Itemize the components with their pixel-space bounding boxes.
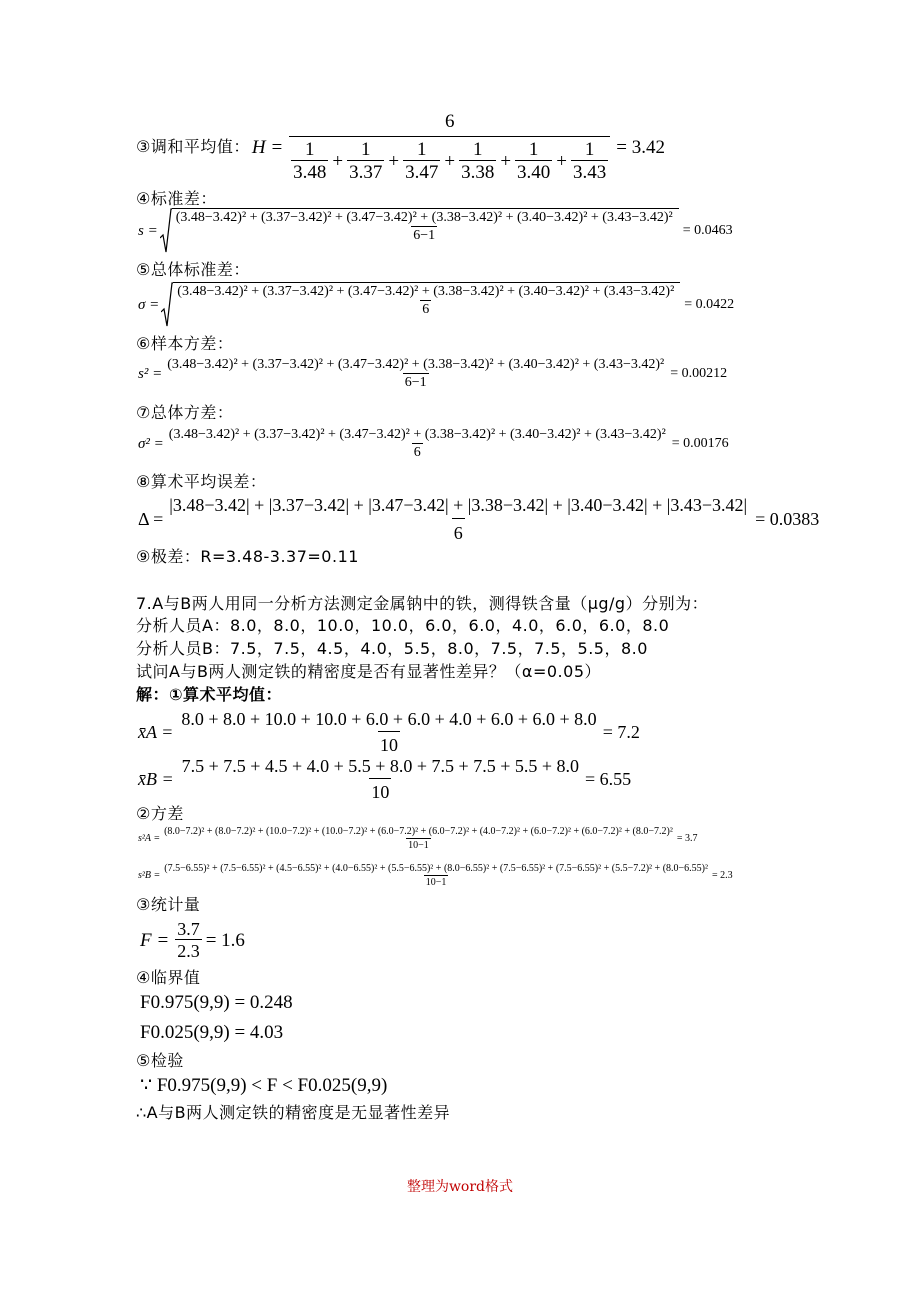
mean-err-denominator: 6	[452, 518, 465, 542]
var-b-formula	[138, 864, 733, 888]
range-line: ⑨极差：R=3.48-3.37=0.11	[136, 547, 359, 566]
reciprocal-numerator: 1	[584, 139, 595, 160]
harmonic-lhs: H =	[251, 136, 284, 158]
problem-title: 7.A与B两人用同一分析方法测定金属钠中的铁，测得铁含量（μg/g）分别为：	[136, 594, 709, 613]
mean-err-numerator: |3.48−3.42| + |3.37−3.42| + |3.47−3.42| + |3.38−3.42| + |3.40−3.42| + |3.43−3.42|	[169, 495, 748, 515]
mean-a-denominator: 10	[378, 731, 400, 754]
reciprocal-denominator: 3.48	[293, 162, 327, 183]
mean-err-formula	[138, 496, 819, 542]
plus-sign: +	[332, 150, 344, 172]
stat-label: ③统计量	[136, 895, 201, 914]
analyst-b-data: 分析人员B：7.5，7.5，4.5，4.0，5.5，8.0，7.5，7.5，5.5，8.0	[136, 639, 648, 658]
mean-a-result: = 7.2	[602, 722, 640, 742]
reciprocal-term	[459, 140, 496, 182]
pop-var-result: = 0.00176	[671, 436, 729, 451]
mean-b-numerator: 7.5 + 7.5 + 4.5 + 4.0 + 5.5 + 8.0 + 7.5 + 7.5 + 5.5 + 8.0	[181, 756, 580, 776]
f-stat-denominator: 2.3	[177, 941, 200, 961]
var-b-result: = 2.3	[712, 870, 733, 881]
mean-b-result: = 6.55	[585, 769, 632, 789]
var-b-lhs: s²B =	[138, 870, 161, 881]
plus-sign: +	[556, 150, 567, 172]
reciprocal-term	[347, 140, 384, 182]
conclusion-line: ∴A与B两人测定铁的精密度是无显著性差异	[136, 1103, 451, 1122]
reciprocal-numerator: 1	[528, 139, 539, 160]
harmonic-numerator: 6	[444, 111, 455, 132]
pop-std-sqrt	[161, 282, 680, 328]
f-stat-lhs: F =	[140, 929, 170, 951]
reciprocal-numerator: 1	[416, 139, 427, 160]
sample-var-formula	[138, 358, 727, 390]
var-a-lhs: s²A =	[138, 833, 161, 844]
solution-line: 解：①算术平均值：	[136, 685, 283, 704]
reciprocal-denominator: 3.37	[349, 162, 383, 183]
var-b-denominator: 10−1	[425, 877, 447, 888]
reciprocal-numerator: 1	[472, 139, 483, 160]
reciprocal-term	[515, 140, 552, 182]
pop-var-denominator: 6	[413, 445, 421, 460]
mean-err-result: = 0.0383	[755, 509, 820, 529]
radical-icon	[160, 208, 172, 254]
f-stat-numerator: 3.7	[177, 919, 200, 939]
std-label: ④标准差：	[136, 189, 217, 208]
var-a-result: = 3.7	[676, 833, 698, 844]
crit-label: ④临界值	[136, 968, 201, 987]
sample-var-denominator: 6−1	[404, 375, 427, 390]
analyst-a-data: 分析人员A：8.0，8.0，10.0，10.0，6.0，6.0，4.0，6.0，6.0，8.0	[136, 616, 670, 635]
mean-a-numerator: 8.0 + 8.0 + 10.0 + 10.0 + 6.0 + 6.0 + 4.0 + 6.0 + 6.0 + 8.0	[181, 709, 597, 729]
crit-upper: F0.025(9,9) = 4.03	[140, 1022, 284, 1043]
harmonic-mean-formula	[136, 112, 665, 182]
reciprocal-term	[403, 140, 440, 182]
std-result: = 0.0463	[682, 223, 733, 238]
pop-var-formula	[138, 428, 729, 460]
f-stat-formula	[140, 920, 245, 960]
reciprocal-term	[571, 140, 608, 182]
harmonic-denominator	[289, 136, 610, 182]
mean-b-denominator: 10	[369, 778, 391, 801]
pop-std-lhs: σ =	[138, 296, 160, 313]
pop-var-lhs: σ² =	[138, 435, 164, 452]
plus-sign: +	[500, 150, 512, 172]
sample-var-result: = 0.00212	[670, 366, 728, 381]
pop-var-label: ⑦总体方差：	[136, 403, 234, 422]
mean-a-lhs: x̄A =	[138, 722, 174, 742]
std-numerator: (3.48−3.42)² + (3.37−3.42)² + (3.47−3.42)² + (3.38−3.42)² + (3.40−3.42)² + (3.43−3.42)²	[175, 210, 673, 225]
std-formula	[138, 208, 733, 254]
pop-std-denominator: 6	[422, 302, 430, 317]
plus-sign: +	[388, 150, 400, 172]
reciprocal-numerator: 1	[361, 139, 371, 160]
std-denominator: 6−1	[413, 228, 436, 243]
var-a-denominator: 10−1	[408, 840, 429, 851]
mean-err-label: ⑧算术平均误差：	[136, 472, 267, 491]
reciprocal-denominator: 3.47	[405, 162, 439, 183]
std-sqrt	[160, 208, 679, 254]
var-b-numerator: (7.5−6.55)² + (7.5−6.55)² + (4.5−6.55)² + (4.0−6.55)² + (5.5−6.55)² + (8.0−6.55)² + (7.5−6.55)² + (7.5−6.55)² + (5.5−7.2)² + (8.0−6.55)²	[164, 863, 708, 874]
pop-std-formula	[138, 282, 734, 328]
mean-b-formula	[138, 757, 631, 801]
sample-var-lhs: s² =	[138, 365, 163, 382]
variance-label: ②方差	[136, 804, 184, 823]
harmonic-result: = 3.42	[616, 136, 665, 158]
footer-note: 整理为word格式	[406, 1179, 514, 1195]
sample-var-label: ⑥样本方差：	[136, 334, 234, 353]
reciprocal-denominator: 3.43	[573, 162, 607, 183]
test-line: ∵ F0.975(9,9) < F < F0.025(9,9)	[140, 1075, 388, 1096]
pop-std-numerator: (3.48−3.42)² + (3.37−3.42)² + (3.47−3.42)² + (3.38−3.42)² + (3.40−3.42)² + (3.43−3.42)²	[177, 284, 675, 299]
reciprocal-denominator: 3.40	[517, 162, 551, 183]
harmonic-label: ③调和平均值：	[136, 137, 250, 156]
mean-err-lhs: Δ =	[138, 509, 164, 529]
f-stat-result: = 1.6	[205, 929, 245, 951]
pop-std-result: = 0.0422	[684, 297, 735, 312]
harmonic-fraction	[289, 112, 610, 182]
mean-a-formula	[138, 710, 640, 754]
mean-b-lhs: x̄B =	[138, 769, 174, 789]
pop-std-label: ⑤总体标准差：	[136, 260, 250, 279]
question-line: 试问A与B两人测定铁的精密度是否有显著性差异？（α=0.05）	[136, 662, 602, 681]
var-a-formula	[138, 827, 697, 851]
crit-lower: F0.975(9,9) = 0.248	[140, 992, 293, 1013]
plus-sign: +	[444, 150, 456, 172]
reciprocal-numerator: 1	[305, 139, 315, 160]
reciprocal-denominator: 3.38	[461, 162, 495, 183]
reciprocal-term	[291, 140, 328, 182]
sample-var-numerator: (3.48−3.42)² + (3.37−3.42)² + (3.47−3.42)² + (3.38−3.42)² + (3.40−3.42)² + (3.43−3.42)²	[167, 357, 665, 372]
radical-icon	[161, 282, 173, 328]
var-a-numerator: (8.0−7.2)² + (8.0−7.2)² + (10.0−7.2)² + (10.0−7.2)² + (6.0−7.2)² + (6.0−7.2)² + (4.0−7.2)² + (6.0−7.2)² + (6.0−7.2)² + (8.0−7.2)²	[164, 826, 673, 837]
pop-var-numerator: (3.48−3.42)² + (3.37−3.42)² + (3.47−3.42)² + (3.38−3.42)² + (3.40−3.42)² + (3.43−3.42)²	[168, 427, 666, 442]
std-lhs: s =	[138, 222, 158, 239]
test-label: ⑤检验	[136, 1051, 184, 1070]
